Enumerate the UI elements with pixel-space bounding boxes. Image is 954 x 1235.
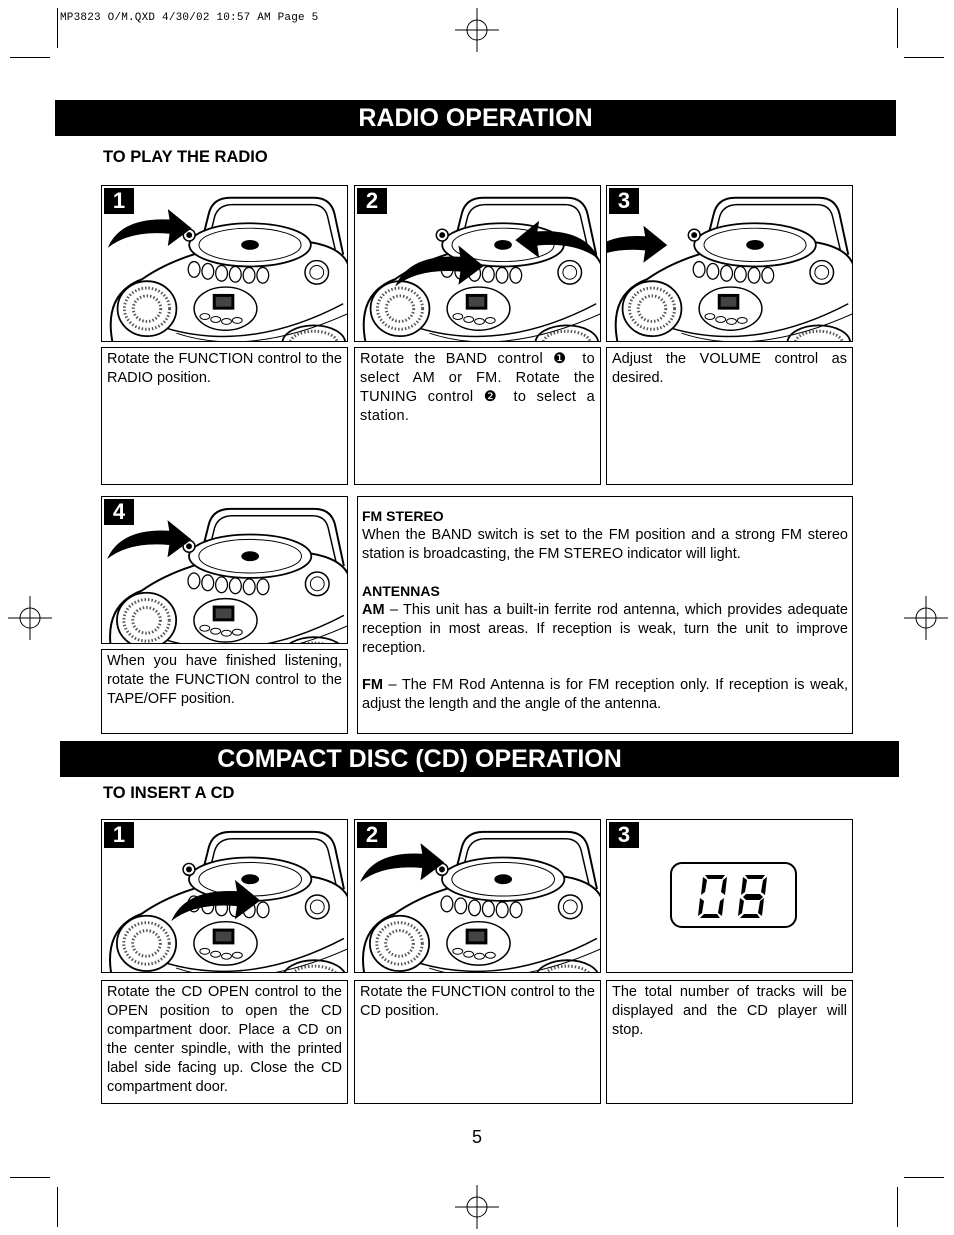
- cd-step-2-illustration: [354, 819, 601, 973]
- registration-mark-left: [8, 596, 52, 640]
- step-number: 2: [357, 188, 387, 214]
- fm-label: FM: [362, 677, 383, 693]
- cd-subtitle: TO INSERT A CD: [103, 784, 235, 802]
- track-count-digits: [672, 864, 794, 925]
- lcd-display: [670, 862, 797, 928]
- radio-step-1-text: Rotate the FUNCTION control to the RADIO position.: [101, 347, 348, 485]
- step-number: 1: [104, 822, 134, 848]
- am-label: AM: [362, 602, 385, 618]
- cd-step-1-text: Rotate the CD OPEN control to the OPEN position to open the CD compartment door. Place a CD on the center spindle, with the printed label side facing up. Close the CD compartment door.: [101, 980, 348, 1104]
- cd-step-3-text: The total number of tracks will be displayed and the CD player will stop.: [606, 980, 853, 1104]
- cd-operation-title: COMPACT DISC (CD) OPERATION: [217, 745, 622, 773]
- step-number: 3: [609, 822, 639, 848]
- registration-mark-right: [904, 596, 948, 640]
- radio-step-2-text: Rotate the BAND control ❶ to select AM or FM. Rotate the TUNING control ❷ to select a station.: [354, 347, 601, 485]
- cd-operation-banner: [60, 741, 899, 777]
- fm-stereo-heading: FM STEREO: [362, 508, 444, 524]
- am-text: – This unit has a built-in ferrite rod antenna, which provides adequate reception in most areas. If reception is weak, turn the unit to improve reception.: [362, 602, 848, 656]
- radio-operation-banner: RADIO OPERATION: [55, 100, 896, 136]
- step-number: 2: [357, 822, 387, 848]
- cd-step-1-illustration: [101, 819, 348, 973]
- antennas-heading: ANTENNAS: [362, 583, 440, 599]
- radio-step-3-illustration: [606, 185, 853, 342]
- step-number: 3: [609, 188, 639, 214]
- radio-step-4-illustration: [101, 496, 348, 644]
- registration-mark-top: [455, 8, 499, 52]
- am-paragraph: [362, 601, 848, 658]
- fm-text: – The FM Rod Antenna is for FM reception only. If reception is weak, adjust the length and the angle of the antenna.: [362, 677, 848, 712]
- radio-info-box: [357, 496, 853, 734]
- radio-step-4-text: When you have finished listening, rotate the FUNCTION control to the TAPE/OFF position.: [101, 649, 348, 734]
- cd-step-2-text: Rotate the FUNCTION control to the CD position.: [354, 980, 601, 1104]
- radio-step-3-text: Adjust the VOLUME control as desired.: [606, 347, 853, 485]
- page-number: 5: [471, 1127, 482, 1147]
- radio-step-1-illustration: [101, 185, 348, 342]
- step-number: 4: [104, 499, 134, 525]
- fm-stereo-text: When the BAND switch is set to the FM position and a strong FM stereo station is broadcasting, the FM STEREO indicator will light.: [362, 527, 848, 562]
- slug-line: MP3823 O/M.QXD 4/30/02 10:57 AM Page 5: [60, 12, 319, 24]
- fm-paragraph: [362, 676, 848, 714]
- registration-mark-bottom: [455, 1185, 499, 1229]
- radio-step-2-illustration: [354, 185, 601, 342]
- cd-step-3-illustration: [606, 819, 853, 973]
- step-number: 1: [104, 188, 134, 214]
- radio-subtitle: TO PLAY THE RADIO: [103, 148, 268, 166]
